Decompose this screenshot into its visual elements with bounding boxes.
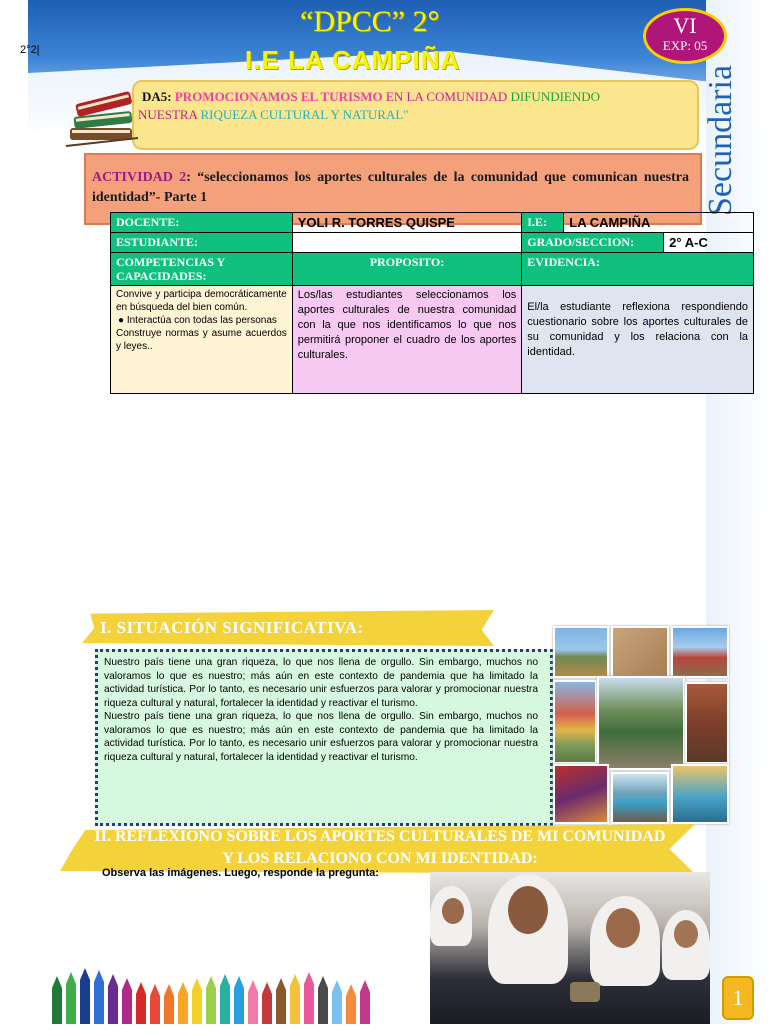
- activity-title: [92, 168, 689, 208]
- situation-paragraph-1: Nuestro país tiene una gran riqueza, lo que nos llena de orgullo. Sin embargo, muchos no valoramos lo que es nuestro; más aún en este contexto de pandemia que ha limitado la actividad turística. Por lo tanto, es necesario unir esfuerzos para valorar y promocionar nuestra riqueza cultural y natural, fortalecer la identidad y reactivar el turismo.: [104, 657, 538, 709]
- unit-badge: [643, 8, 727, 64]
- section2-title: II. REFLEXIONO SOBRE LOS APORTES CULTURALES DE MI COMUNIDAD Y LOS RELACIONO CON MI IDENTIDAD:: [94, 828, 666, 867]
- proposito-label: PROPOSITO:: [292, 253, 522, 286]
- estudiante-label: ESTUDIANTE:: [111, 233, 293, 253]
- ie-value: LA CAMPIÑA: [564, 213, 754, 233]
- photo-rainbow-mountain: [553, 680, 597, 764]
- photo-traditional-dress: [553, 764, 609, 824]
- competencias-text-2: Construye normas y asume acuerdos y leyes..: [116, 328, 287, 352]
- photo-plaza: [553, 626, 609, 678]
- badge-unit: VI: [673, 13, 697, 38]
- photo-colonial-house: [685, 682, 729, 764]
- activity-label: ACTIVIDAD 2: [92, 170, 187, 185]
- grado-value: 2° A-C: [664, 233, 754, 253]
- unit-in-community: EN LA COMUNIDAD: [385, 89, 508, 104]
- photo-nazca-lines: [611, 626, 669, 678]
- situation-paragraph-2: Nuestro país tiene una gran riqueza, lo que nos llena de orgullo. Sin embargo, muchos no valoramos lo que es nuestro; más aún en este contexto de pandemia que ha limitado la actividad turística. Por lo tanto, es necesario unir esfuerzos para valorar y promocionar nuestra riqueza cultural y natural, fortalecer la identidad y reactivar el turismo.: [104, 711, 538, 763]
- info-table: [110, 212, 754, 394]
- photo-cathedral: [671, 626, 729, 678]
- photo-lake-titicaca: [671, 764, 729, 824]
- grado-label: GRADO/SECCION:: [522, 233, 664, 253]
- competencias-text-1: Convive y participa democráticamente en búsqueda del bien común.: [116, 289, 287, 313]
- unit-text: [138, 88, 690, 124]
- photo-machu-picchu: [597, 676, 685, 770]
- corner-number: 2°2|: [20, 44, 40, 56]
- estudiante-value[interactable]: [292, 233, 522, 253]
- activity-text: : “seleccionamos los aportes culturales de la comunidad que comunican nuestra identidad”- Parte 1: [92, 170, 689, 205]
- photo-lagoon: [611, 772, 669, 824]
- side-label: Secundaria: [702, 64, 739, 216]
- tourism-collage: [553, 626, 728, 822]
- unit-prefix: DA5:: [142, 89, 172, 104]
- section1-title: I. SITUACIÓN SIGNIFICATIVA:: [100, 618, 364, 637]
- competencias-label: COMPETENCIAS Y CAPACIDADES:: [111, 253, 293, 286]
- proposito-text: Los/las estudiantes seleccionamos los aportes culturales de nuestra comunidad con la que nos identificamos lo que nos permitirá proponer el cuadro de los aportes culturales.: [292, 286, 522, 394]
- unit-spreading: DIFUNDIENDO: [510, 89, 601, 104]
- docente-value: YOLI R. TORRES QUISPE: [292, 213, 522, 233]
- competencias-cell: [111, 286, 293, 394]
- badge-exp: EXP: 05: [662, 38, 708, 53]
- unit-wealth: RIQUEZA CULTURAL Y NATURAL": [200, 107, 409, 122]
- evidencia-text: El/la estudiante reflexiona respondiendo cuestionario sobre los aportes culturales de su comunidad y los relaciona con la identidad.: [522, 286, 754, 394]
- situation-text: [104, 656, 538, 764]
- evidencia-label: EVIDENCIA:: [522, 253, 754, 286]
- colored-pencils: [52, 966, 372, 1024]
- unit-our: NUESTRA: [138, 107, 198, 122]
- section2-instruction: Observa las imágenes. Luego, responde la pregunta:: [102, 867, 379, 879]
- competencias-bullet: ● Interactúa con todas las personas: [118, 315, 277, 326]
- page-number: 1: [722, 976, 754, 1020]
- procession-photo: [430, 872, 710, 1024]
- course-title: “DPCC” 2°: [300, 5, 440, 38]
- school-name: I.E LA CAMPIÑA: [245, 45, 461, 75]
- books-icon: [62, 80, 142, 150]
- docente-label: DOCENTE:: [111, 213, 293, 233]
- unit-highlight-title: PROMOCIONAMOS EL TURISMO: [174, 89, 383, 104]
- ie-label: I.E:: [522, 213, 564, 233]
